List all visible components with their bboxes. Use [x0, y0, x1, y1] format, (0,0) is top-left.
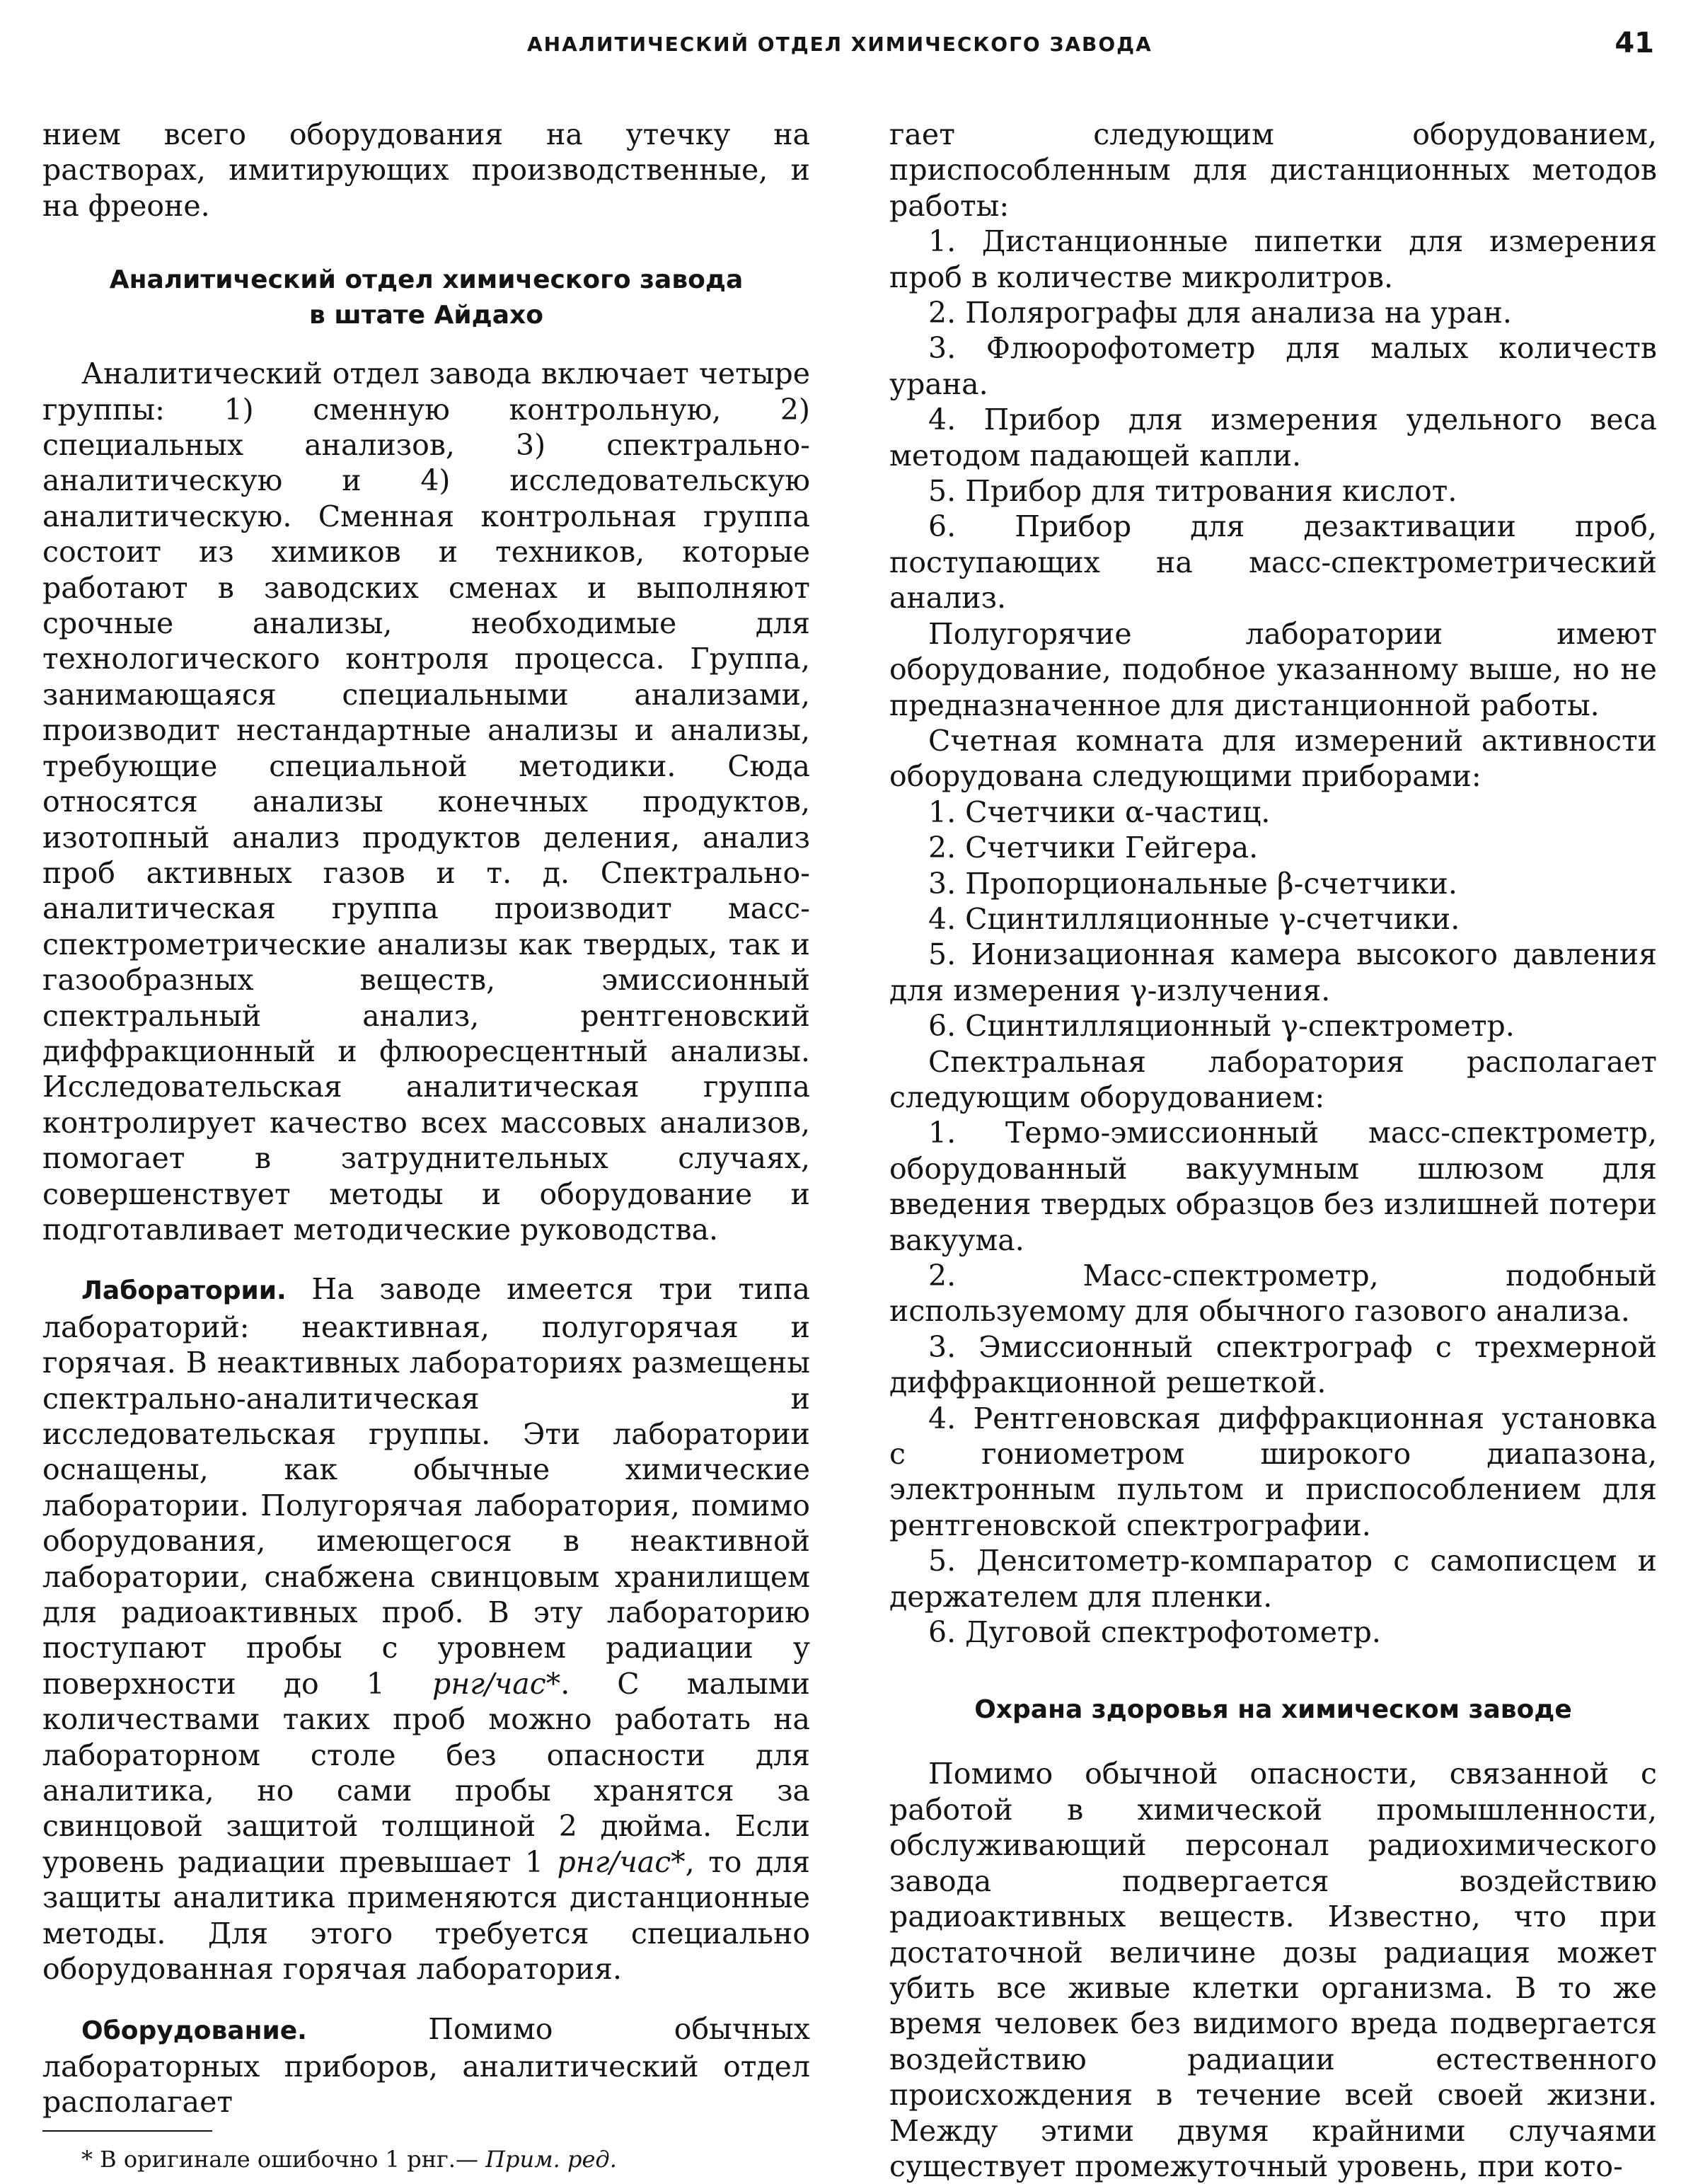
list-item: 6. Дуговой спектрофотометр.: [928, 1615, 1381, 1650]
footnote-editor-note: Прим. ред.: [485, 2145, 617, 2173]
equipment-text: Помимо обычных лабораторных приборов, аналитический отдел располагает: [42, 2011, 810, 2120]
list-item: 4. Рентгеновская диффракционная установка с гониометром широкого диапазона, электронным пультом и приспособлением для рентгеновской спектрографии.: [889, 1401, 1657, 1542]
left-column: [42, 117, 810, 2174]
list-item: 1. Счетчики α-частиц.: [928, 795, 1271, 829]
list-item: 3. Эмиссионный спектрограф с трехмерной диффракционной решеткой.: [889, 1329, 1657, 1400]
list-item: 2. Счетчики Гейгера.: [928, 831, 1259, 865]
right-column: [889, 117, 1657, 2184]
carry-over-paragraph: гает следующим оборудованием, приспособленным для дистанционных методов работы:: [889, 117, 1657, 223]
carry-over-paragraph: нием всего оборудования на утечку на растворах, имитирующих производственные, и на фреоне.: [42, 117, 810, 223]
section-heading-health: Охрана здоровья на химическом заводе: [974, 1695, 1572, 1725]
list-item: 2. Полярографы для анализа на уран.: [928, 296, 1512, 330]
running-header: [0, 27, 1698, 69]
list-item: 1. Термо-эмиссионный масс-спектрометр, оборудованный вакуумным шлюзом для введения твердых образцов без излишней потери вакуума.: [889, 1116, 1657, 1257]
dose-unit: рнг/час: [557, 1844, 671, 1879]
list-item: 4. Прибор для измерения удельного веса методом падающей капли.: [889, 403, 1657, 473]
analytical-groups-paragraph: Аналитический отдел завода включает четыре группы: 1) сменную контрольную, 2) специальных анализов, 3) спектрально-аналитическую и 4) исследовательскую аналитическую. Сменная контрольная группа состоит из химиков и техников, которые работают в заводских сменах и выполняют срочные анализы, необходимые для технологического контроля процесса. Группа, занимающаяся специальными анализами, производит нестандартные анализы и анализы, требующие специальной методики. Сюда относятся анализы конечных продуктов, изотопный анализ продуктов деления, анализ проб активных газов и т. д. Спектрально-аналитическая группа производит масс-спектрометрические анализы как твердых, так и газообразных веществ, эмиссионный спектральный анализ, рентгеновский диффракционный и флюоресцентный анализы. Исследовательская аналитическая группа контролирует качество всех массовых анализов, помогает в затруднительных случаях, совершенствует методы и оборудование и подготавливает методические руководства.: [42, 357, 810, 1247]
health-paragraph: Помимо обычной опасности, связанной с работой в химической промышленности, обслуживающий персонал радиохимического завода подвергается воздействию радиоактивных веществ. Известно, что при достаточной величине дозы радиация может убить все живые клетки организма. В то же время человек без видимого вреда подвергается воздействию радиации естественного происхождения в течение всей своей жизни. Между этими двумя крайними случаями существует промежуточный уровень, при кото-: [889, 1757, 1657, 2183]
list-item: 3. Флюорофотометр для малых количеств урана.: [889, 331, 1657, 401]
spectral-equipment-list: [889, 1115, 1657, 1650]
laboratories-text: *. С малыми количествами таких проб можно работать на лабораторном столе без опасности для аналитика, но сами пробы хранятся за свинцовой защитой толщиной 2 дюйма. Если уровень радиации превышает 1: [42, 1666, 810, 1879]
list-item: 1. Дистанционные пипетки для измерения проб в количестве микролитров.: [889, 224, 1657, 294]
list-item: 3. Пропорциональные β-счетчики.: [928, 866, 1457, 901]
remote-equipment-list: [889, 224, 1657, 616]
section-heading-analytical-dept: [42, 262, 810, 333]
equipment-runin-heading: Оборудование.: [81, 2016, 307, 2045]
footnote-divider: [42, 2130, 212, 2132]
semi-hot-labs-paragraph: Полугорячие лаборатории имеют оборудование, подобное указанному выше, но не предназначенное для дистанционной работы.: [889, 616, 1657, 722]
list-item: 5. Денситометр-компаратор с самописцем и держателем для пленки.: [889, 1544, 1657, 1614]
list-item: 2. Масс-спектрометр, подобный используемому для обычного газового анализа.: [889, 1259, 1657, 1329]
list-item: 4. Сцинтилляционные γ-счетчики.: [928, 901, 1460, 936]
list-item: 6. Сцинтилляционный γ-спектрометр.: [928, 1009, 1515, 1044]
counting-room-paragraph: Счетная комната для измерений активности оборудована следующими приборами:: [889, 723, 1657, 794]
equipment-paragraph: [42, 2011, 810, 2120]
footnote-text: * В оригинале ошибочно 1 рнг.—: [81, 2145, 478, 2173]
counting-instruments-list: [889, 795, 1657, 1044]
footnote: [42, 2144, 810, 2174]
list-item: 5. Прибор для титрования кислот.: [928, 474, 1457, 509]
laboratories-runin-heading: Лаборатории.: [81, 1276, 287, 1306]
section-heading-line: в штате Айдахо: [309, 301, 543, 330]
running-header-title: АНАЛИТИЧЕСКИЙ ОТДЕЛ ХИМИЧЕСКОГО ЗАВОДА: [527, 33, 1153, 56]
dose-unit: рнг/час: [432, 1666, 546, 1701]
page-number: 41: [1615, 27, 1654, 59]
section-heading-line: Аналитический отдел химического завода: [109, 265, 744, 295]
spectral-lab-paragraph: Спектральная лаборатория располагает следующим оборудованием:: [889, 1044, 1657, 1114]
list-item: 6. Прибор для дезактивации проб, поступающих на масс-спектрометрический анализ.: [889, 509, 1657, 616]
laboratories-text: На заводе имеется три типа лабораторий: неактивная, полугорячая и горячая. В неактивных лабораториях размещены спектрально-аналитическая и исследовательская группы. Эти лаборатории оснащены, как обычные химические лаборатории. Полугорячая лаборатория, помимо оборудования, имеющегося в неактивной лаборатории, снабжена свинцовым хранилищем для радиоактивных проб. В эту лабораторию поступают пробы с уровнем радиации у поверхности до 1: [42, 1272, 810, 1701]
list-item: 5. Ионизационная камера высокого давления для измерения γ-излучения.: [889, 937, 1657, 1007]
laboratories-paragraph: [42, 1271, 810, 1987]
laboratories-text: *, то для защиты аналитика применяются дистанционные методы. Для этого требуется специально оборудованная горячая лаборатория.: [42, 1844, 810, 1987]
